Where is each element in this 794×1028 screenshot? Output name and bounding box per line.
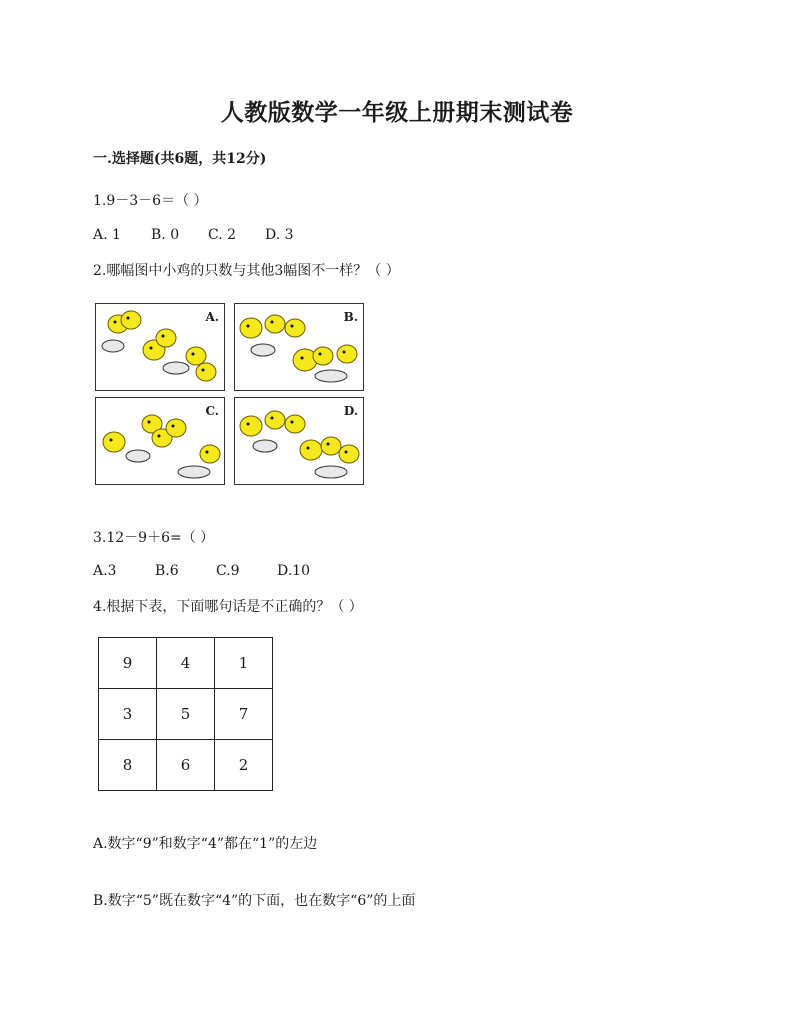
q1-option-d[interactable]: D. 3 bbox=[265, 227, 294, 243]
feed-bowl-icon bbox=[253, 440, 277, 452]
chick-icon bbox=[285, 415, 305, 433]
section-heading: 一.选择题(共6题，共12分) bbox=[93, 151, 267, 167]
chick-icon bbox=[166, 419, 186, 437]
chick-icon bbox=[103, 432, 125, 452]
panel-label: C. bbox=[205, 404, 219, 418]
feed-bowl-icon bbox=[251, 344, 275, 356]
q4-statement-b[interactable]: B.数字“5”既在数字“4”的下面，也在数字“6”的上面 bbox=[93, 893, 416, 909]
chick-panel-b[interactable] bbox=[234, 303, 364, 391]
q1-option-a[interactable]: A. 1 bbox=[93, 227, 121, 243]
chick-icon bbox=[265, 411, 285, 429]
chick-panel-c[interactable] bbox=[95, 397, 225, 485]
q3-option-a[interactable]: A.3 bbox=[93, 563, 117, 579]
chick-icon bbox=[240, 416, 262, 436]
feed-bowl-icon bbox=[315, 370, 347, 382]
grid-row bbox=[99, 740, 273, 791]
chick-icon bbox=[313, 347, 333, 365]
q4-statement-a[interactable]: A.数字“9”和数字“4”都在“1”的左边 bbox=[93, 836, 318, 852]
q3-option-b[interactable]: B.6 bbox=[155, 563, 179, 579]
q1-option-c[interactable]: C. 2 bbox=[208, 227, 237, 243]
chick-icon bbox=[285, 319, 305, 337]
panel-label: A. bbox=[205, 310, 219, 324]
feed-bowl-icon bbox=[178, 466, 210, 478]
chick-icon bbox=[121, 311, 141, 329]
question-4-stem: 4.根据下表，下面哪句话是不正确的？（ ） bbox=[93, 599, 363, 615]
chick-icon bbox=[156, 329, 176, 347]
grid-row bbox=[99, 638, 273, 689]
grid-cell: 5 bbox=[157, 689, 215, 740]
grid-cell: 7 bbox=[215, 689, 273, 740]
panel-label: D. bbox=[343, 404, 358, 418]
page-title: 人教版数学一年级上册期末测试卷 bbox=[220, 99, 574, 126]
chick-panel-d[interactable] bbox=[234, 397, 364, 485]
q1-option-b[interactable]: B. 0 bbox=[151, 227, 180, 243]
feed-bowl-icon bbox=[315, 466, 347, 478]
panel-label: B. bbox=[343, 310, 358, 324]
chick-icon bbox=[200, 445, 220, 463]
question-1-stem: 1.9－3－6＝（ ） bbox=[93, 193, 208, 209]
feed-bowl-icon bbox=[126, 450, 150, 462]
grid-cell: 9 bbox=[99, 638, 157, 689]
number-grid bbox=[98, 637, 273, 791]
chick-icon bbox=[339, 445, 359, 463]
grid-cell: 4 bbox=[157, 638, 215, 689]
chick-icon bbox=[300, 440, 322, 460]
chick-icon bbox=[240, 318, 262, 338]
chick-panel-a[interactable] bbox=[95, 303, 225, 391]
chick-icon bbox=[265, 315, 285, 333]
chick-icon bbox=[337, 345, 357, 363]
q3-option-d[interactable]: D.10 bbox=[277, 563, 310, 579]
question-2-stem: 2.哪幅图中小鸡的只数与其他3幅图不一样？（ ） bbox=[93, 263, 400, 279]
grid-cell: 3 bbox=[99, 689, 157, 740]
grid-cell: 2 bbox=[215, 740, 273, 791]
grid-row bbox=[99, 689, 273, 740]
q3-option-c[interactable]: C.9 bbox=[216, 563, 240, 579]
feed-bowl-icon bbox=[163, 362, 189, 374]
feed-bowl-icon bbox=[102, 340, 124, 352]
grid-cell: 8 bbox=[99, 740, 157, 791]
chick-icon bbox=[321, 437, 341, 455]
grid-cell: 6 bbox=[157, 740, 215, 791]
chick-icon bbox=[196, 363, 216, 381]
chick-icon bbox=[186, 347, 206, 365]
grid-cell: 1 bbox=[215, 638, 273, 689]
question-3-stem: 3.12－9＋6=（ ） bbox=[93, 530, 215, 546]
